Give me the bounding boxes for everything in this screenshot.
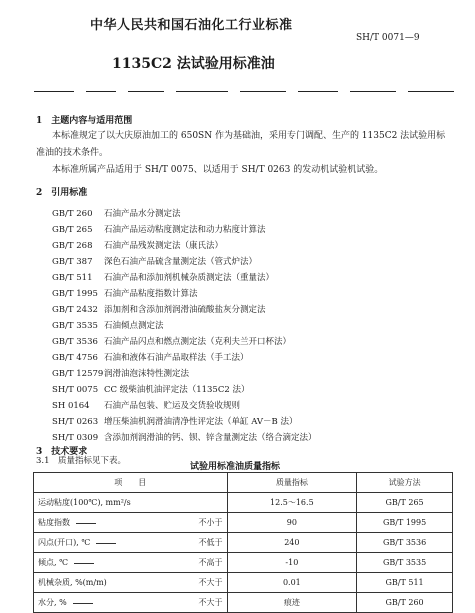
reference-title: 增压柴油机润滑油清净性评定法（单缸 AV－B 法） [104, 417, 298, 427]
item-cell [34, 533, 228, 553]
item-cell [34, 593, 228, 613]
method-cell: GB/T 511 [357, 573, 453, 593]
limit-qualifier: 不大于 [198, 598, 223, 607]
reference-item [52, 223, 266, 235]
method-cell: GB/T 3535 [357, 553, 453, 573]
item-cell [34, 573, 228, 593]
limit-qualifier: 不低于 [198, 538, 223, 547]
value-cell: 90 [227, 513, 357, 533]
header-method: 试验方法 [357, 473, 453, 493]
reference-item [52, 415, 298, 427]
value-cell: -10 [227, 553, 357, 573]
table-row [34, 573, 453, 593]
reference-item [52, 239, 223, 251]
reference-code: SH/T 0263 [52, 417, 99, 427]
blank-line [73, 603, 93, 604]
reference-title: 石油产品残炭测定法（康氏法） [104, 241, 224, 251]
standard-header-title: 中华人民共和国石油化工行业标准 [90, 18, 293, 33]
blank-line [96, 543, 116, 544]
document-title: 1135C2 法试验用标准油 [112, 56, 275, 72]
table-row [34, 553, 453, 573]
reference-title: 含添加剂润滑油的钙、钡、锌含量测定法（络合滴定法） [104, 433, 317, 443]
table-title: 试验用标准油质量指标 [190, 462, 281, 472]
table-row [34, 513, 453, 533]
specification-table [33, 472, 453, 613]
header-quality: 质量指标 [227, 473, 357, 493]
table-row [34, 593, 453, 613]
section-1-heading: 1 主题内容与适用范围 [36, 116, 133, 126]
item-name: 水分, % [38, 598, 67, 607]
reference-code: GB/T 3536 [52, 337, 98, 347]
reference-item [52, 431, 317, 443]
reference-code: GB/T 265 [52, 225, 93, 235]
item-name: 机械杂质, %(m/m) [38, 578, 107, 587]
value-cell: 240 [227, 533, 357, 553]
reference-item [52, 351, 249, 363]
reference-title: 石油产品水分测定法 [104, 209, 181, 219]
reference-item [52, 255, 257, 267]
reference-title: 石油产品和添加剂机械杂质测定法（重量法） [104, 273, 275, 283]
reference-title: 润滑油泡沫特性测定法 [104, 369, 190, 379]
header-item: 项 目 [34, 473, 228, 493]
reference-code: GB/T 3535 [52, 321, 98, 331]
item-cell [34, 493, 228, 513]
reference-code: GB/T 4756 [52, 353, 98, 363]
section-2-heading: 2 引用标准 [36, 188, 88, 198]
reference-code: GB/T 268 [52, 241, 93, 251]
reference-code: GB/T 12579 [52, 369, 104, 379]
item-cell [34, 513, 228, 533]
reference-title: 石油倾点测定法 [104, 321, 164, 331]
reference-title: 添加剂和含添加剂润滑油硫酸盐灰分测定法 [104, 305, 266, 315]
reference-title: 石油和液体石油产品取样法（手工法） [104, 353, 249, 363]
item-name: 闪点(开口), ℃ [38, 538, 91, 547]
limit-qualifier: 不小于 [198, 518, 223, 527]
reference-code: SH/T 0075 [52, 385, 99, 395]
blank-line [76, 523, 96, 524]
reference-code: GB/T 260 [52, 209, 93, 219]
item-name: 运动粘度(100℃), mm²/s [38, 498, 131, 507]
reference-title: 石油产品包装、贮运及交货验收规则 [104, 401, 241, 411]
reference-item [52, 367, 189, 379]
section-1-para-2: 本标准所属产品适用于 SH/T 0075、以适用于 SH/T 0263 的发动机试验机试验。 [52, 165, 384, 175]
value-cell: 0.01 [227, 573, 357, 593]
reference-item [52, 335, 291, 347]
reference-item [52, 399, 240, 411]
method-cell: GB/T 3536 [357, 533, 453, 553]
reference-title: 石油产品粘度指数计算法 [104, 289, 198, 299]
limit-qualifier: 不高于 [198, 558, 223, 567]
reference-title: 石油产品闪点和燃点测定法（克利夫兰开口杯法） [104, 337, 292, 347]
method-cell: GB/T 1995 [357, 513, 453, 533]
limit-qualifier: 不大于 [198, 578, 223, 587]
method-cell: GB/T 260 [357, 593, 453, 613]
section-1-para-1-line-2: 准油的技术条件。 [36, 148, 109, 158]
reference-code: GB/T 387 [52, 257, 93, 267]
item-name: 粘度指数 [38, 518, 70, 527]
reference-title: 深色石油产品硫含量测定法（管式炉法） [104, 257, 258, 267]
document-number: SH/T 0071—9 [356, 33, 420, 43]
item-cell [34, 553, 228, 573]
reference-item [52, 287, 198, 299]
reference-title: 石油产品运动粘度测定法和动力粘度计算法 [104, 225, 266, 235]
reference-code: GB/T 511 [52, 273, 93, 283]
reference-code: GB/T 1995 [52, 289, 98, 299]
reference-item [52, 207, 181, 219]
value-cell: 12.5～16.5 [227, 493, 357, 513]
reference-item [52, 383, 249, 395]
reference-item [52, 319, 164, 331]
value-cell: 痕迹 [227, 593, 357, 613]
table-row [34, 533, 453, 553]
table-header-row [34, 473, 453, 493]
section-3-1-text: 3.1 质量指标见下表。 [36, 456, 127, 466]
reference-code: SH 0164 [52, 401, 90, 411]
reference-code: GB/T 2432 [52, 305, 98, 315]
table-row [34, 493, 453, 513]
section-3-heading: 3 技术要求 [36, 447, 88, 457]
reference-code: SH/T 0309 [52, 433, 99, 443]
reference-item [52, 271, 274, 283]
reference-item [52, 303, 266, 315]
method-cell: GB/T 265 [357, 493, 453, 513]
blank-line [74, 563, 94, 564]
item-name: 倾点, ℃ [38, 558, 69, 567]
reference-title: CC 级柴油机油评定法（1135C2 法） [104, 385, 250, 395]
section-1-para-1-line-1: 本标准规定了以大庆原油加工的 650SN 作为基础油，采用专门调配、生产的 1135C2 法试验用标 [52, 131, 446, 141]
